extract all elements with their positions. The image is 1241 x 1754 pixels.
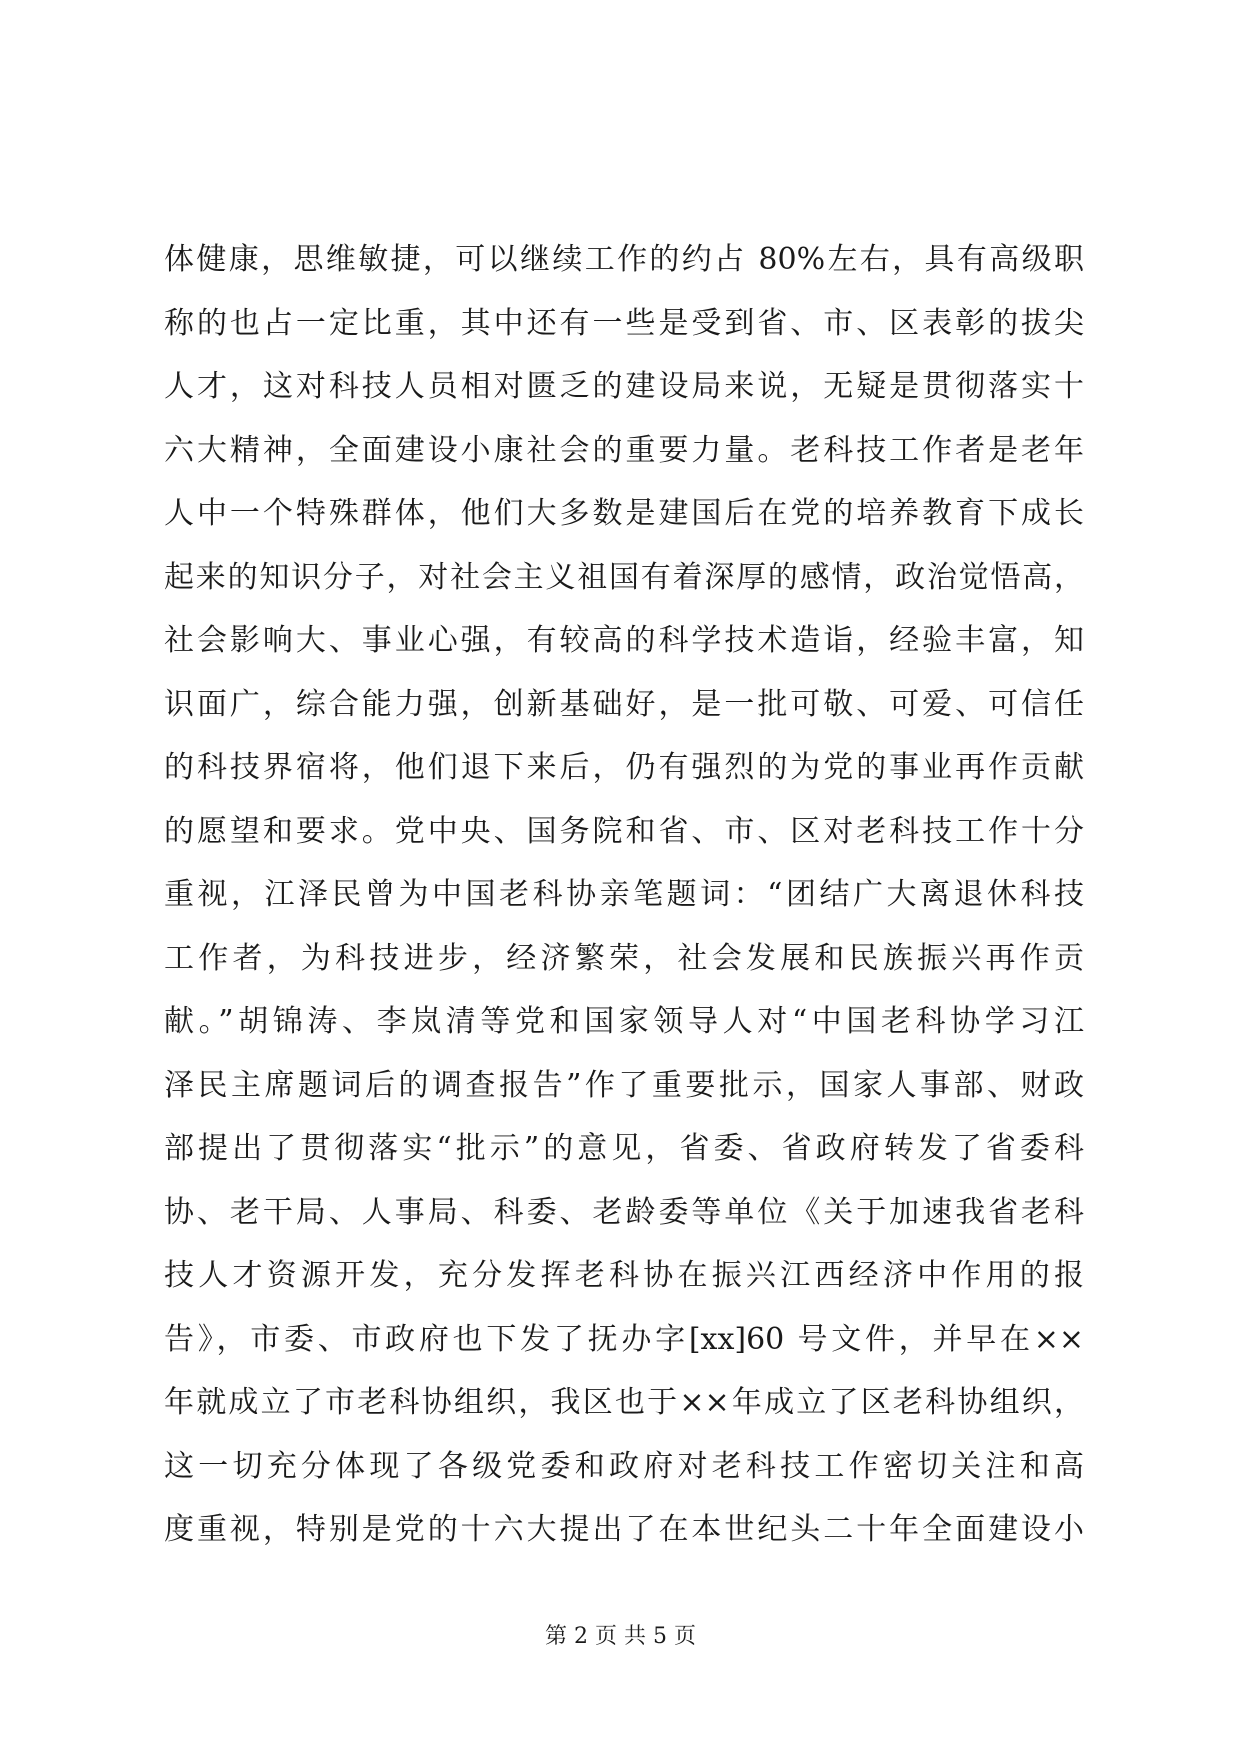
text-line-19: 年就成立了市老科协组织，我区也于××年成立了区老科协组织， <box>164 1385 1084 1420</box>
text-line-8: 识面广，综合能力强，创新基础好，是一批可敬、可爱、可信任 <box>164 686 1084 722</box>
text-line-20: 这一切充分体现了各级党委和政府对老科技工作密切关注和高 <box>164 1448 1084 1484</box>
text-line-7: 社会影响大、事业心强，有较高的科学技术造诣，经验丰富，知 <box>164 623 1084 658</box>
text-line-1: 体健康，思维敏捷，可以继续工作的约占 80%左右，具有高级职 <box>164 242 1084 277</box>
text-line-6: 起来的知识分子，对社会主义祖国有着深厚的感情，政治觉悟高， <box>164 559 1084 595</box>
text-line-15: 部提出了贯彻落实“批示”的意见，省委、省政府转发了省委科 <box>164 1131 1084 1166</box>
text-line-11: 重视，江泽民曾为中国老科协亲笔题词：“团结广大离退休科技 <box>164 877 1084 912</box>
page-number-footer: 第 2 页 共 5 页 <box>545 1624 696 1649</box>
text-line-16: 协、老干局、人事局、科委、老龄委等单位《关于加速我省老科 <box>164 1194 1084 1230</box>
text-line-3: 人才，这对科技人员相对匮乏的建设局来说，无疑是贯彻落实十 <box>164 369 1084 404</box>
text-line-10: 的愿望和要求。党中央、国务院和省、市、区对老科技工作十分 <box>164 813 1084 849</box>
text-line-14: 泽民主席题词后的调查报告”作了重要批示，国家人事部、财政 <box>164 1067 1084 1103</box>
text-line-9: 的科技界宿将，他们退下来后，仍有强烈的为党的事业再作贡献 <box>164 750 1084 785</box>
text-line-4: 六大精神，全面建设小康社会的重要力量。老科技工作者是老年 <box>164 432 1084 468</box>
text-line-17: 技人才资源开发，充分发挥老科协在振兴江西经济中作用的报 <box>164 1258 1084 1293</box>
text-line-18: 告》，市委、市政府也下发了抚办字[xx]60 号文件，并早在×× <box>164 1321 1084 1357</box>
text-line-13: 献。”胡锦涛、李岚清等党和国家领导人对“中国老科协学习江 <box>164 1004 1084 1039</box>
text-line-21: 度重视，特别是党的十六大提出了在本世纪头二十年全面建设小 <box>164 1512 1084 1547</box>
text-line-2: 称的也占一定比重，其中还有一些是受到省、市、区表彰的拔尖 <box>164 305 1084 341</box>
body-text <box>164 228 1084 1562</box>
text-line-5: 人中一个特殊群体，他们大多数是建国后在党的培养教育下成长 <box>164 496 1084 531</box>
text-line-12: 工作者，为科技进步，经济繁荣，社会发展和民族振兴再作贡 <box>164 940 1084 976</box>
